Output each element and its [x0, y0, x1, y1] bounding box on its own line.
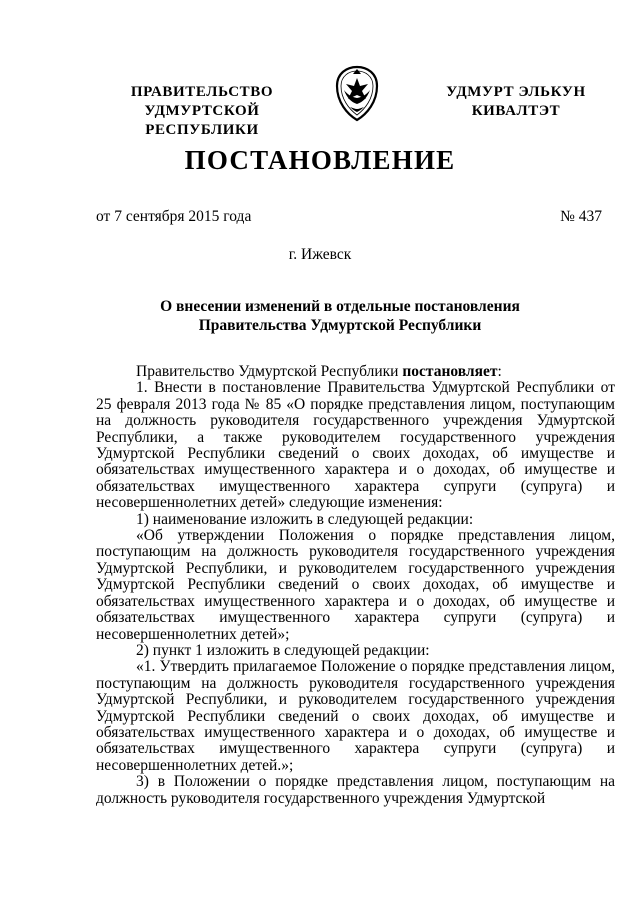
document-number: № 437 [560, 208, 602, 225]
intro-end: : [497, 363, 502, 380]
header-left-title: ПРАВИТЕЛЬСТВО УДМУРТСКОЙ РЕСПУБЛИКИ [130, 84, 274, 138]
document-date: от 7 сентября 2015 года [96, 208, 252, 225]
subitem-2-paragraph: 2) пункт 1 изложить в следующей редакции: [136, 641, 430, 659]
item-1-paragraph: 1. Внести в постановление Правительства Удмуртской Республики от 25 февраля 2013 года № 85 «О порядке представления лицом, поступающим на должность руководителя государственного учреждения Удмуртской Республики, а также руководителем государственного учреждения Удмуртской Республики сведений о своих доходах, об имуществе и обязательствах имущественного характера и о доходах, об имуществе и обязательствах имущественного характера супруги (супруга) и несовершеннолетних детей» следующие изменения: [96, 379, 615, 512]
header-right-title: УДМУРТ ЭЛЬКУН КИВАЛТЭТ [446, 84, 586, 119]
subitem-1-paragraph: 1) наименование изложить в следующей редакции: [136, 510, 474, 528]
quote-1-paragraph: «Об утверждении Положения о порядке представления лицом, поступающим на должность руководителя государственного учреждения Удмуртской Республики, и руководителем государственного учреждения Удмуртской Республики сведений о своих доходах, об имуществе и обязательствах имущественного характера и о доходах, об имуществе и обязательствах имущественного характера супруги (супруга) и несовершеннолетних детей»; [96, 527, 615, 643]
document-city: г. Ижевск [288, 246, 352, 263]
intro-verb: постановляет [402, 363, 498, 380]
document-type-heading: ПОСТАНОВЛЕНИЕ [184, 145, 456, 175]
intro-text: Правительство Удмуртской Республики [136, 363, 403, 380]
document-title: О внесении изменений в отдельные постановления Правительства Удмуртской Республики [160, 298, 520, 334]
subitem-3-paragraph: 3) в Положении о порядке представления лицом, поступающим на должность руководителя государственного учреждения Удмуртской [96, 773, 615, 807]
document-body [96, 364, 615, 807]
intro-paragraph [96, 364, 615, 380]
quote-2-paragraph: «1. Утвердить прилагаемое Положение о порядке представления лицом, поступающим на должность руководителя государственного учреждения Удмуртской Республики, и руководителем государственного учреждения Удмуртской Республики сведений о своих доходах, об имуществе и обязательствах имущественного характера и о доходах, об имуществе и обязательствах имущественного характера супруги (супруга) и несовершеннолетних детей.»; [96, 658, 615, 774]
udmurtia-coat-of-arms-icon [333, 64, 381, 122]
